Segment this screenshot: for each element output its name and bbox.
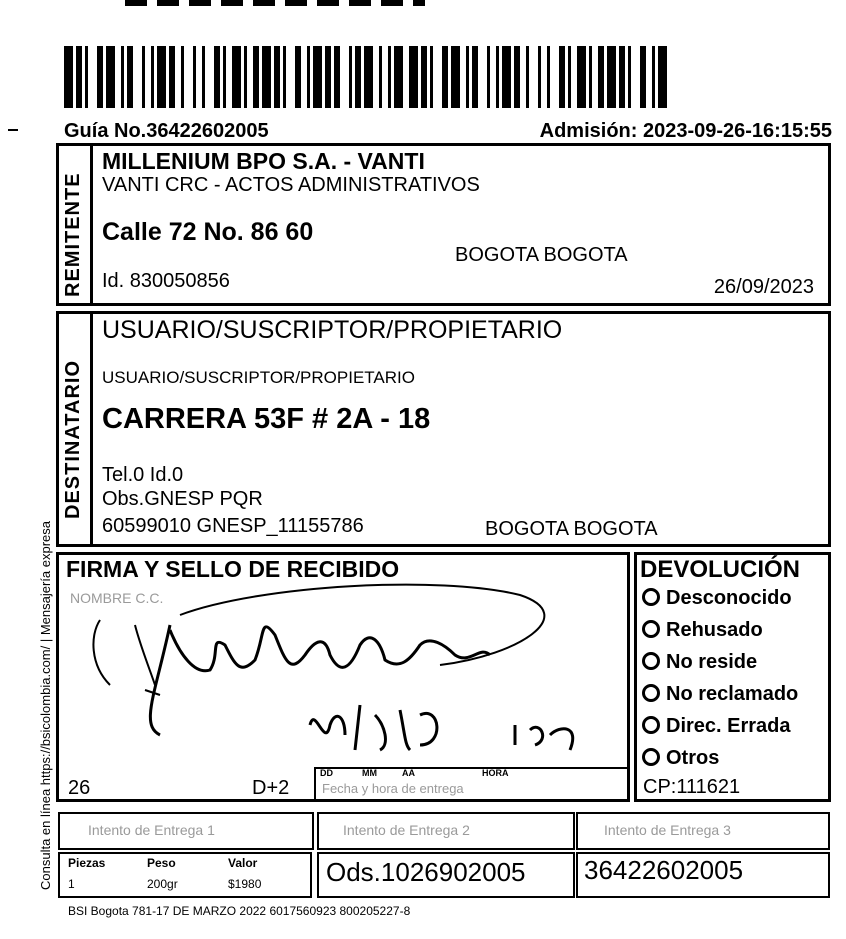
- remitente-company: MILLENIUM BPO S.A. - VANTI: [102, 148, 425, 174]
- admission-datetime: Admisión: 2023-09-26-16:15:55: [539, 120, 832, 142]
- destinatario-side-label: DESTINATARIO: [62, 359, 84, 519]
- radio-icon: [642, 588, 660, 606]
- package-header-valor: Valor: [228, 856, 258, 870]
- firma-title: FIRMA Y SELLO DE RECIBIDO: [66, 556, 400, 582]
- package-value-valor: $1980: [228, 877, 262, 891]
- package-header-peso: Peso: [147, 856, 176, 870]
- margin-tick: [8, 129, 18, 131]
- handwritten-signature: [60, 575, 620, 775]
- devolucion-option-desconocido[interactable]: Desconocido: [642, 587, 798, 619]
- intento-2-label: Intento de Entrega 2: [343, 822, 470, 838]
- destinatario-tel: Tel.0 Id.0: [102, 464, 184, 486]
- remitente-department: VANTI CRC - ACTOS ADMINISTRATIVOS: [102, 174, 480, 196]
- radio-icon: [642, 684, 660, 702]
- barcode: [64, 46, 674, 108]
- destinatario-name: USUARIO/SUSCRIPTOR/PROPIETARIO: [102, 316, 563, 344]
- remitente-side-label: REMITENTE: [62, 172, 84, 297]
- fecha-aa-label: AA: [402, 768, 415, 778]
- top-barcode-fragment: [125, 0, 425, 6]
- firma-hint: NOMBRE C.C.: [70, 590, 164, 606]
- fecha-hora-label: HORA: [482, 768, 509, 778]
- destinatario-ref: 60599010 GNESP_11155786: [102, 515, 364, 537]
- package-value-piezas: 1: [68, 877, 75, 891]
- radio-icon: [642, 748, 660, 766]
- destinatario-obs: Obs.GNESP PQR: [102, 488, 263, 510]
- devolucion-cp: CP:111621: [643, 776, 741, 798]
- fecha-mm-label: MM: [362, 768, 377, 778]
- side-note: Consulta en línea https://bsicolombia.com/ | Mensajería expresa: [38, 520, 53, 890]
- radio-icon: [642, 716, 660, 734]
- devolucion-option-direc-errada[interactable]: Direc. Errada: [642, 715, 798, 747]
- ods-number: Ods.1026902005: [326, 857, 526, 887]
- devolucion-title: DEVOLUCIÓN: [640, 556, 801, 583]
- remitente-address: Calle 72 No. 86 60: [102, 218, 314, 246]
- radio-icon: [642, 620, 660, 638]
- intento-1-label: Intento de Entrega 1: [88, 822, 215, 838]
- remitente-date: 26/09/2023: [713, 276, 814, 298]
- devolucion-options: [642, 587, 798, 777]
- firma-delay: D+2: [252, 777, 290, 799]
- destinatario-address: CARRERA 53F # 2A - 18: [102, 403, 431, 435]
- destinatario-city: BOGOTA BOGOTA: [485, 518, 658, 540]
- devolucion-option-otros[interactable]: Otros: [642, 747, 798, 777]
- remitente-id: Id. 830050856: [102, 270, 230, 292]
- guide-number-bottom: 36422602005: [584, 855, 744, 885]
- radio-icon: [642, 652, 660, 670]
- package-value-peso: 200gr: [147, 877, 178, 891]
- footer-text: BSI Bogota 781-17 DE MARZO 2022 6017560923 800205227-8: [68, 904, 411, 918]
- intento-3-label: Intento de Entrega 3: [604, 822, 731, 838]
- devolucion-option-no-reside[interactable]: No reside: [642, 651, 798, 683]
- destinatario-name-secondary: USUARIO/SUSCRIPTOR/PROPIETARIO: [102, 368, 415, 387]
- devolucion-option-no-reclamado[interactable]: No reclamado: [642, 683, 798, 715]
- firma-number: 26: [68, 777, 91, 799]
- destinatario-divider: [90, 313, 93, 545]
- guide-number-label: Guía No.36422602005: [64, 120, 269, 142]
- remitente-city: BOGOTA BOGOTA: [455, 244, 628, 266]
- remitente-divider: [90, 145, 93, 304]
- devolucion-option-rehusado[interactable]: Rehusado: [642, 619, 798, 651]
- fecha-hint: Fecha y hora de entrega: [322, 781, 464, 796]
- fecha-dd-label: DD: [320, 768, 333, 778]
- package-header-piezas: Piezas: [68, 856, 106, 870]
